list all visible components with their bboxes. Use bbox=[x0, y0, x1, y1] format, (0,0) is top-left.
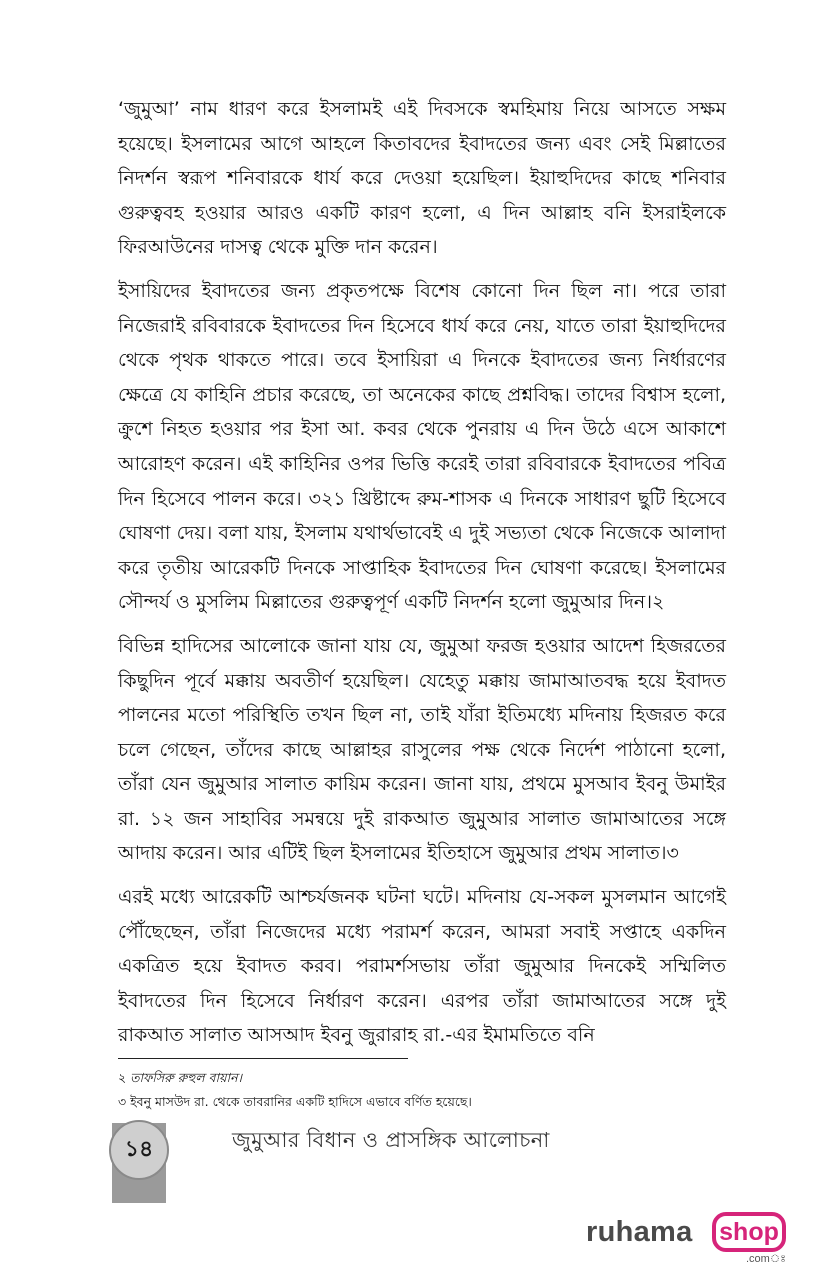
brand-domain: .comঃ bbox=[746, 1253, 787, 1265]
running-title: জুমুআর বিধান ও প্রাসঙ্গিক আলোচনা bbox=[232, 1128, 550, 1152]
footnote-3 bbox=[118, 1090, 738, 1114]
page-number: ১৪ bbox=[109, 1120, 169, 1180]
page-body bbox=[118, 92, 726, 1062]
paragraph-3: বিভিন্ন হাদিসের আলোকে জানা যায় যে, জুমুআ ফরজ হওয়ার আদেশ হিজরতের কিছুদিন পূর্বে মক্কায় অবতীর্ণ হয়েছিল। যেহেতু মক্কায় জামাআতবদ্ধ হয়ে ইবাদত পালনের মতো পরিস্থিতি তখন ছিল না, তাই যাঁরা ইতিমধ্যে মদিনায় হিজরত করে চলে গেছেন, তাঁদের কাছে আল্লাহর রাসুলের পক্ষ থেকে নির্দেশ পাঠানো হলো, তাঁরা যেন জুমুআর সালাত কায়িম করেন। জানা যায়, প্রথমে মুসআব ইবনু উমাইর রা. ১২ জন সাহাবির সমন্বয়ে দুই রাকআত জুমুআর সালাত জামাআতের সঙ্গে আদায় করেন। আর এটিই ছিল ইসলামের ইতিহাসে জুমুআর প্রথম সালাত।৩ bbox=[118, 634, 726, 865]
footnote-mark: ৩ bbox=[118, 1094, 127, 1109]
footnote-mark: ২ bbox=[118, 1070, 127, 1085]
brand-name: ruhama bbox=[586, 1216, 693, 1248]
footnotes bbox=[118, 1066, 738, 1114]
paragraph-4: এরই মধ্যে আরেকটি আশ্চর্যজনক ঘটনা ঘটে। মদিনায় যে-সকল মুসলমান আগেই পৌঁছেছেন, তাঁরা নিজেদের মধ্যে পরামর্শ করেন, আমরা সবাই সপ্তাহে একদিন একত্রিত হয়ে ইবাদত করব। পরামর্শসভায় তাঁরা জুমুআর দিনকেই সম্মিলিত ইবাদতের দিন হিসেবে নির্ধারণ করেন। এরপর তাঁরা জামাআতের সঙ্গে দুই রাকআত সালাত আসআদ ইবনু জুরারাহ রা.-এর ইমামতিতে বনি bbox=[118, 886, 726, 1047]
paragraph-1: ‘জুমুআ’ নাম ধারণ করে ইসলামই এই দিবসকে স্বমহিমায় নিয়ে আসতে সক্ষম হয়েছে। ইসলামের আগে আহলে কিতাবদের ইবাদতের জন্য এবং সেই মিল্লাতের নিদর্শন স্বরূপ শনিবারকে ধার্য করে দেওয়া হয়েছিল। ইয়াহুদিদের কাছে শনিবার গুরুত্ববহ হওয়ার আরও একটি কারণ হলো, এ দিন আল্লাহ বনি ইসরাইলকে ফিরআউনের দাসত্ব থেকে মুক্তি দান করেন। bbox=[118, 98, 726, 259]
paragraph-2: ইসায়িদের ইবাদতের জন্য প্রকৃতপক্ষে বিশেষ কোনো দিন ছিল না। পরে তারা নিজেরাই রবিবারকে ইবাদতের দিন হিসেবে ধার্য করে নেয়, যাতে তারা ইয়াহুদিদের থেকে পৃথক থাকতে পারে। তবে ইসায়িরা এ দিনকে ইবাদতের জন্য নির্ধারণের ক্ষেত্রে যে কাহিনি প্রচার করেছে, তা অনেকের কাছে প্রশ্নবিদ্ধ। তাদের বিশ্বাস হলো, ক্রুশে নিহত হওয়ার পর ইসা আ. কবর থেকে পুনরায় এ দিন উঠে এসে আকাশে আরোহণ করেন। এই কাহিনির ওপর ভিত্তি করেই তারা রবিবারকে ইবাদতের পবিত্র দিন হিসেবে পালন করে। ৩২১ খ্রিষ্টাব্দে রুম-শাসক এ দিনকে সাধারণ ছুটি হিসেবে ঘোষণা দেয়। বলা যায়, ইসলাম যথার্থভাবেই এ দুই সভ্যতা থেকে নিজেকে আলাদা করে তৃতীয় আরেকটি দিনকে সাপ্তাহিক ইবাদতের দিন ঘোষণা করেছে। ইসলামের সৌন্দর্য ও মুসলিম মিল্লাতের গুরুত্বপূর্ণ একটি নিদর্শন হলো জুমুআর দিন।২ bbox=[118, 279, 726, 614]
footnote-2 bbox=[118, 1066, 738, 1090]
footnote-divider bbox=[118, 1058, 408, 1059]
brand-shop-badge: shop bbox=[712, 1212, 786, 1252]
footnote-text: ইবনু মাসউদ রা. থেকে তাবরানির একটি হাদিসে এভাবে বর্ণিত হয়েছে। bbox=[130, 1094, 472, 1109]
footnote-text: তাফসিরু রুহুল বায়ান। bbox=[130, 1070, 243, 1085]
